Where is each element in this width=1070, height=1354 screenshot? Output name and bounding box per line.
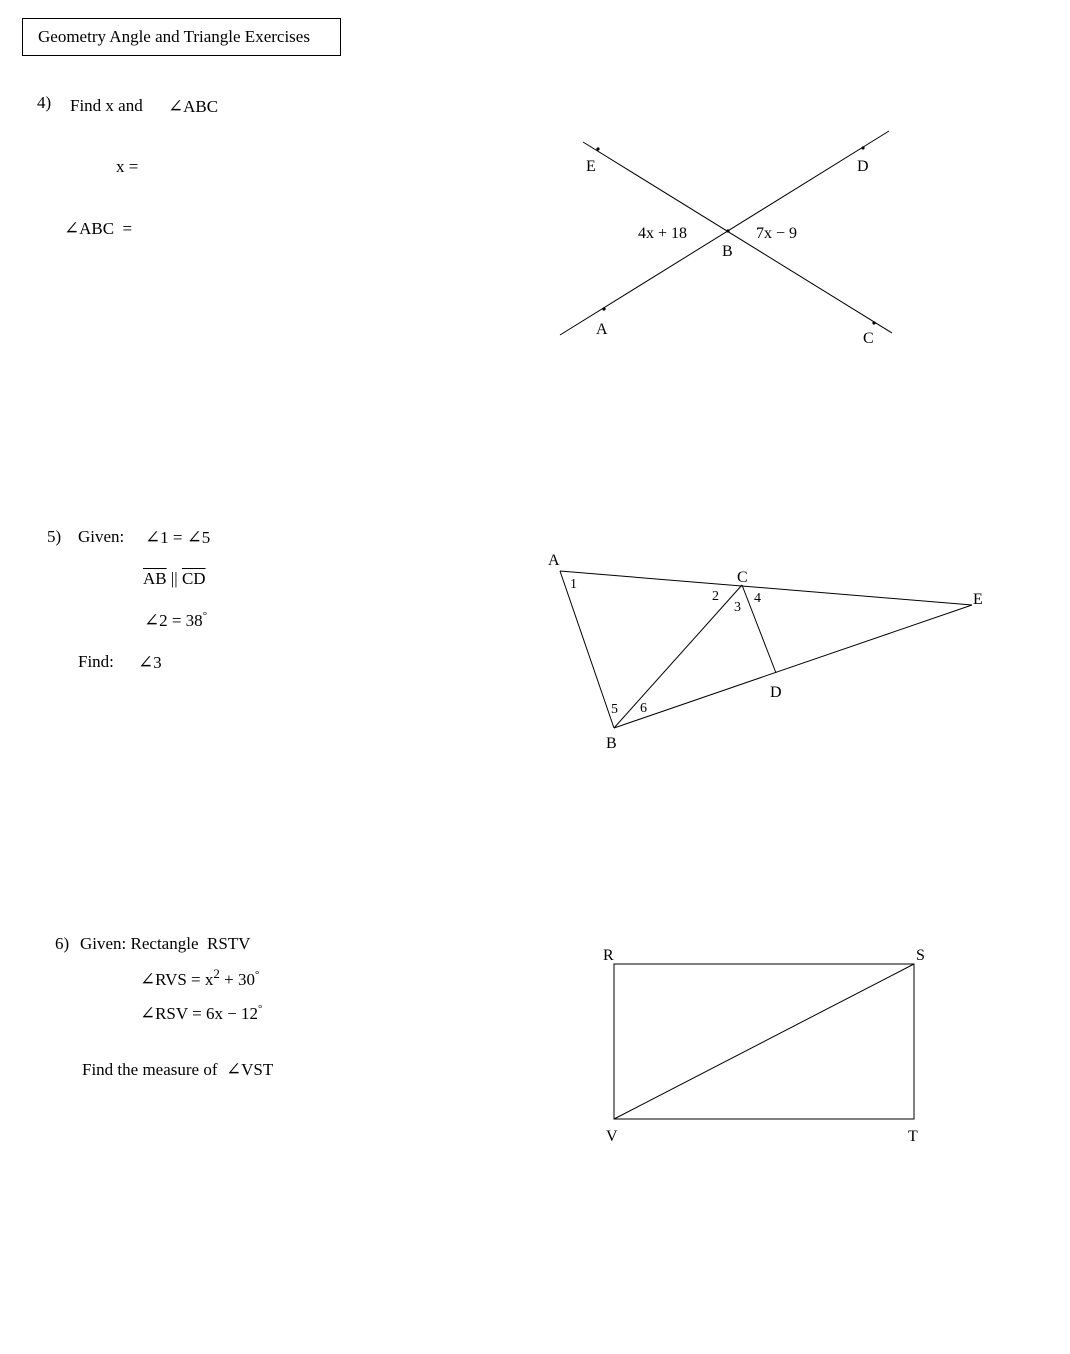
degree-symbol: ° [254, 969, 260, 981]
x-answer-label: x = [116, 157, 139, 176]
angle-3: 3 [153, 653, 162, 672]
segment-ae [560, 571, 972, 605]
equals-sign: = [172, 528, 183, 547]
label-a: A [596, 321, 608, 338]
label-r: R [603, 947, 614, 964]
problem-4-number: 4) [37, 93, 52, 112]
segment-ab: $\overline{AB}$ [143, 569, 167, 588]
segment-cd: $\overline{CD}$ [181, 569, 206, 588]
label-a: A [548, 552, 560, 569]
label-s: S [916, 947, 925, 964]
problem-5-given-label: Given: [78, 527, 125, 546]
degree-symbol: ° [202, 610, 208, 622]
angle-label-right: 7x − 9 [756, 225, 798, 242]
angle-5: 5 [201, 528, 211, 547]
line-ad [560, 131, 889, 335]
label-v: V [606, 1128, 618, 1145]
angle-icon: ∠ [140, 1003, 156, 1023]
rvs-label: RVS = [155, 970, 201, 989]
label-d: D [857, 158, 869, 175]
point-e [596, 147, 599, 150]
angle-number-4: 4 [754, 591, 761, 606]
rvs-base: x [204, 970, 214, 989]
angle-1: 1 [160, 528, 169, 547]
angle-number-3: 3 [734, 600, 741, 615]
angle-2-value: 2 = 38 [159, 611, 203, 630]
worksheet-title: Geometry Angle and Triangle Exercises [38, 27, 310, 46]
label-c: C [863, 330, 874, 347]
angle-answer-text: ABC = [79, 219, 133, 238]
angle-icon: ∠ [140, 969, 156, 989]
degree-symbol: ° [258, 1003, 263, 1015]
problem-5-find-label: Find: [78, 652, 114, 671]
angle-number-2: 2 [712, 589, 719, 604]
angle-label-left: 4x + 18 [638, 225, 688, 242]
angle-icon: ∠ [138, 652, 154, 672]
angle-icon: ∠ [226, 1059, 242, 1079]
label-e: E [973, 591, 983, 608]
angle-icon: ∠ [168, 96, 184, 116]
segment-ab-line [560, 571, 614, 728]
rvs-rest: + 30 [219, 970, 255, 989]
label-b: B [722, 243, 733, 260]
segment-bc [614, 585, 742, 728]
label-c: C [737, 569, 748, 586]
label-e: E [586, 158, 596, 175]
angle-icon: ∠ [64, 218, 80, 238]
angle-number-6: 6 [640, 701, 647, 716]
angle-icon: ∠ [186, 527, 202, 547]
point-c [872, 321, 875, 324]
parallel-symbol: || [170, 569, 178, 588]
angle-number-5: 5 [611, 702, 618, 717]
point-d [861, 146, 864, 149]
line-ec [583, 142, 892, 333]
segment-be [614, 605, 972, 728]
find-text: Find the measure of [82, 1060, 218, 1079]
angle-number-1: 1 [570, 577, 577, 592]
point-a [602, 307, 605, 310]
point-b [726, 229, 729, 232]
problem-6-number: 6) [55, 934, 70, 953]
rvs-exponent: 2 [213, 966, 220, 981]
label-t: T [908, 1128, 918, 1145]
angle-icon: ∠ [144, 610, 160, 630]
label-b: B [606, 735, 617, 752]
rsv-label: RSV = [155, 1004, 202, 1023]
problem-6-given: Given: Rectangle RSTV [80, 934, 251, 953]
label-d: D [770, 684, 782, 701]
angle-vst: VST [241, 1060, 274, 1079]
problem-5-number: 5) [47, 527, 62, 546]
angle-icon: ∠ [145, 527, 161, 547]
angle-name: ABC [183, 97, 219, 116]
problem-4-prompt: Find x and [70, 96, 143, 115]
rsv-expr: 6x − 12 [205, 1004, 259, 1023]
diagonal-vs [614, 964, 914, 1119]
